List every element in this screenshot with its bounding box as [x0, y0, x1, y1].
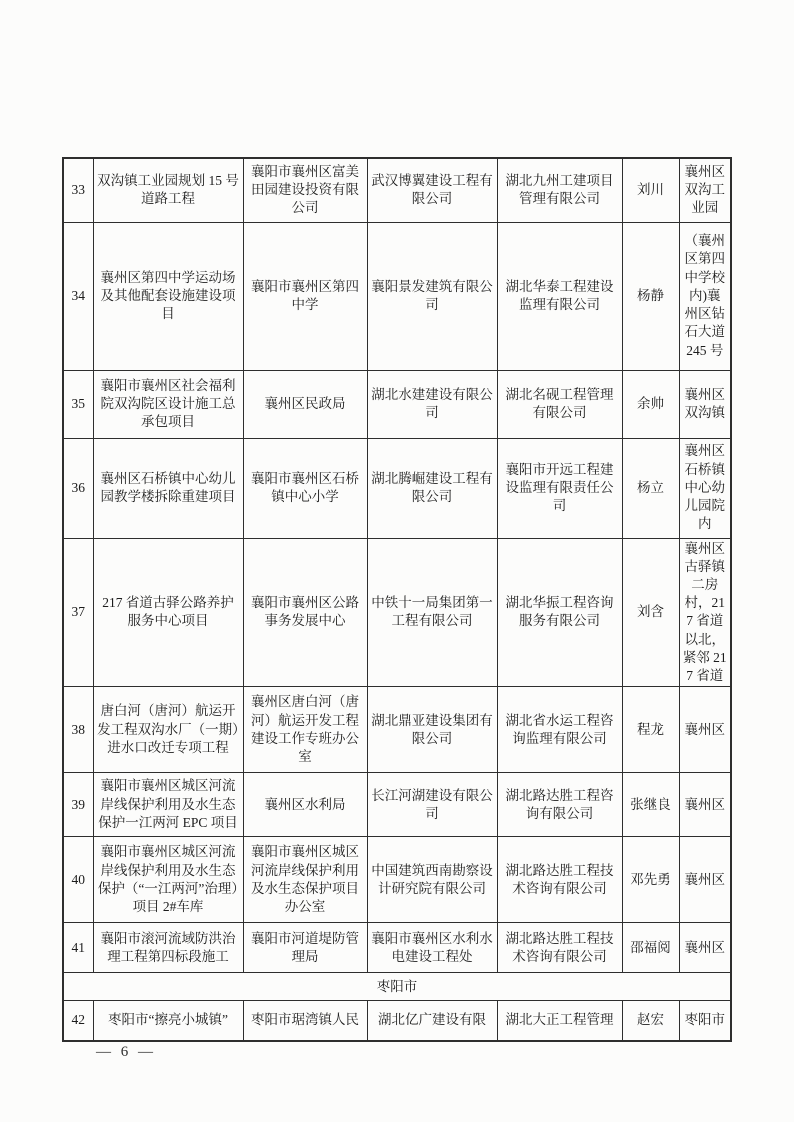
cell-person: 程龙: [622, 687, 679, 773]
cell-construction-company: 襄阳景发建筑有限公司: [367, 222, 497, 370]
cell-no: 40: [63, 837, 93, 923]
cell-no: 36: [63, 438, 93, 538]
cell-construction-unit: 襄阳市河道堤防管理局: [243, 923, 367, 973]
table-body: [63, 158, 731, 1041]
cell-construction-unit: 襄阳市襄州区第四中学: [243, 222, 367, 370]
cell-supervision-company: 湖北路达胜工程技术咨询有限公司: [497, 837, 622, 923]
cell-construction-unit: 襄州区水利局: [243, 773, 367, 837]
table-row: [63, 222, 731, 370]
table-row: [63, 1001, 731, 1041]
cell-supervision-company: 湖北大正工程管理: [497, 1001, 622, 1041]
table-row: [63, 438, 731, 538]
cell-no: 34: [63, 222, 93, 370]
cell-construction-unit: 襄州区民政局: [243, 370, 367, 438]
cell-construction-company: 湖北水建建设有限公司: [367, 370, 497, 438]
projects-table: [62, 157, 732, 1042]
cell-supervision-company: 湖北华振工程咨询服务有限公司: [497, 538, 622, 687]
cell-project-name: 217 省道古驿公路养护服务中心项目: [93, 538, 243, 687]
cell-location: 襄州区双沟工业园: [679, 158, 731, 222]
cell-construction-unit: 襄阳市襄州区城区河流岸线保护利用及水生态保护项目办公室: [243, 837, 367, 923]
cell-construction-company: 长江河湖建设有限公司: [367, 773, 497, 837]
cell-project-name: 襄州区第四中学运动场及其他配套设施建设项目: [93, 222, 243, 370]
cell-location: 襄州区: [679, 773, 731, 837]
cell-person: 余帅: [622, 370, 679, 438]
cell-location: 襄州区石桥镇中心幼儿园院内: [679, 438, 731, 538]
cell-construction-company: 湖北腾崛建设工程有限公司: [367, 438, 497, 538]
cell-construction-company: 武汉博翼建设工程有限公司: [367, 158, 497, 222]
cell-construction-unit: 襄阳市襄州区公路事务发展中心: [243, 538, 367, 687]
page-number: — 6 —: [96, 1044, 156, 1060]
cell-no: 35: [63, 370, 93, 438]
cell-location: 襄州区: [679, 923, 731, 973]
cell-supervision-company: 襄阳市开远工程建设监理有限责任公司: [497, 438, 622, 538]
cell-person: 邵福阅: [622, 923, 679, 973]
cell-construction-unit: 襄阳市襄州区石桥镇中心小学: [243, 438, 367, 538]
cell-project-name: 唐白河（唐河）航运开发工程双沟水厂（一期）进水口改迁专项工程: [93, 687, 243, 773]
table-row: [63, 837, 731, 923]
cell-person: 赵宏: [622, 1001, 679, 1041]
cell-project-name: 襄阳市襄州区社会福利院双沟院区设计施工总承包项目: [93, 370, 243, 438]
cell-location: 襄州区: [679, 837, 731, 923]
cell-person: 杨静: [622, 222, 679, 370]
table-row: [63, 923, 731, 973]
cell-location: 枣阳市: [679, 1001, 731, 1041]
cell-project-name: 襄阳市襄州区城区河流岸线保护利用及水生态保护一江两河 EPC 项目: [93, 773, 243, 837]
cell-no: 38: [63, 687, 93, 773]
cell-location: 襄州区古驿镇二房村，217 省道以北，紧邻 217 省道: [679, 538, 731, 687]
cell-person: 杨立: [622, 438, 679, 538]
cell-construction-company: 湖北鼎亚建设集团有限公司: [367, 687, 497, 773]
cell-construction-company: 湖北亿广建设有限: [367, 1001, 497, 1041]
cell-location: 襄州区双沟镇: [679, 370, 731, 438]
cell-project-name: 襄州区石桥镇中心幼儿园教学楼拆除重建项目: [93, 438, 243, 538]
cell-supervision-company: 湖北省水运工程咨询监理有限公司: [497, 687, 622, 773]
cell-supervision-company: 湖北路达胜工程技术咨询有限公司: [497, 923, 622, 973]
cell-supervision-company: 湖北九州工建项目管理有限公司: [497, 158, 622, 222]
table-row: [63, 370, 731, 438]
table-row: [63, 538, 731, 687]
cell-construction-unit: 枣阳市琚湾镇人民: [243, 1001, 367, 1041]
cell-no: 39: [63, 773, 93, 837]
cell-construction-company: 中国建筑西南勘察设计研究院有限公司: [367, 837, 497, 923]
section-row: [63, 973, 731, 1001]
cell-supervision-company: 湖北华泰工程建设监理有限公司: [497, 222, 622, 370]
cell-person: 刘含: [622, 538, 679, 687]
cell-construction-unit: 襄阳市襄州区富美田园建设投资有限公司: [243, 158, 367, 222]
cell-no: 37: [63, 538, 93, 687]
cell-no: 41: [63, 923, 93, 973]
cell-project-name: 枣阳市“擦亮小城镇”: [93, 1001, 243, 1041]
cell-supervision-company: 湖北路达胜工程咨询有限公司: [497, 773, 622, 837]
table-row: [63, 158, 731, 222]
cell-person: 张继良: [622, 773, 679, 837]
cell-project-name: 襄阳市襄州区城区河流岸线保护利用及水生态保护（“一江两河”治理）项目 2#车库: [93, 837, 243, 923]
cell-no: 33: [63, 158, 93, 222]
cell-construction-unit: 襄州区唐白河（唐河）航运开发工程建设工作专班办公室: [243, 687, 367, 773]
cell-project-name: 双沟镇工业园规划 15 号道路工程: [93, 158, 243, 222]
cell-no: 42: [63, 1001, 93, 1041]
cell-construction-company: 襄阳市襄州区水利水电建设工程处: [367, 923, 497, 973]
cell-supervision-company: 湖北名砚工程管理有限公司: [497, 370, 622, 438]
table-row: [63, 773, 731, 837]
section-label: 枣阳市: [63, 973, 731, 1001]
cell-location: （襄州区第四中学校内)襄州区钻石大道 245 号: [679, 222, 731, 370]
cell-project-name: 襄阳市滚河流域防洪治理工程第四标段施工: [93, 923, 243, 973]
cell-person: 刘川: [622, 158, 679, 222]
table-row: [63, 687, 731, 773]
cell-location: 襄州区: [679, 687, 731, 773]
cell-person: 邓先勇: [622, 837, 679, 923]
cell-construction-company: 中铁十一局集团第一工程有限公司: [367, 538, 497, 687]
